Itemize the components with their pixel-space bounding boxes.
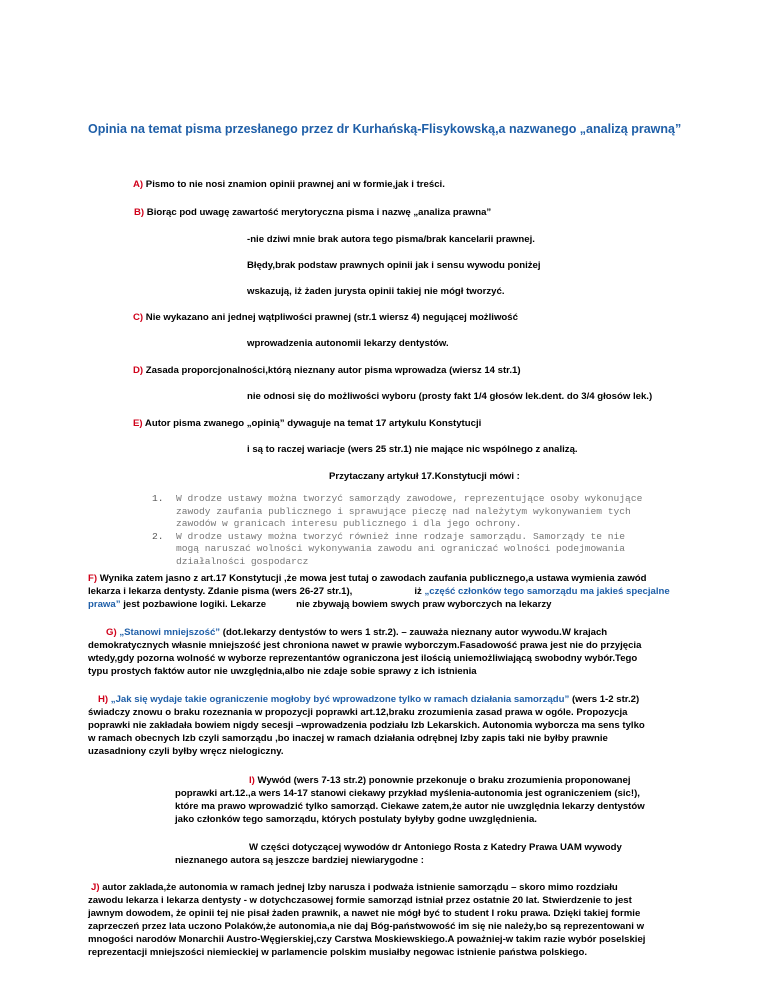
text-b: Biorąc pod uwagę zawartość merytoryczna pisma i nazwę „analiza prawna” (144, 207, 492, 218)
text-h-line: świadczy znowu o braku rozeznania w propozycji poprawki art.12,braku zrozumienia zasad prawa w ogóle. Propozycja (88, 707, 628, 718)
paragraph-j (88, 881, 738, 959)
point-b (134, 206, 491, 219)
label-g: G) (106, 627, 117, 638)
text-f-line: Wynika zatem jasno z art.17 Konstytucji ,że mowa jest tutaj o zawodach zaufania publicznego,a ustawa wymienia zawód (97, 573, 647, 584)
quote-f: „część członków tego samorządu ma jakieś specjalne (424, 586, 670, 597)
paragraph-i (175, 774, 695, 826)
text-a: Pismo to nie nosi znamion opinii prawnej ani w formie,jak i treści. (143, 179, 445, 190)
article-item-line: W drodze ustawy można tworzyć samorządy zawodowe, reprezentujące osoby wykonujące (176, 493, 643, 504)
text-c: Nie wykazano ani jednej wątpliwości prawnej (str.1 wiersz 4) negującej możliwość (143, 312, 518, 323)
text-f-line: iż (414, 586, 425, 597)
paragraph-rost (175, 841, 695, 867)
point-e (133, 417, 481, 430)
text-f-line: lekarza i lekarza dentysty. Zdanie pisma (wers 26-27 str.1), (88, 586, 353, 597)
point-d (133, 364, 521, 377)
label-c: C) (133, 312, 144, 323)
point-b-sub1: -nie dziwi mnie brak autora tego pisma/brak kancelarii prawnej. (247, 234, 535, 245)
point-c-sub1: wprowadzenia autonomii lekarzy dentystów. (247, 338, 449, 349)
text-f-line: nie zbywają bowiem swych praw wyborczych na lekarzy (296, 599, 552, 610)
article-item-2 (152, 531, 642, 544)
article-17-list (152, 493, 642, 568)
text-g-line: typu prostych faktów autor nie uwzględnia,albo nie zdaje sobie sprawy z ich istnienia (88, 666, 477, 677)
text-h-line: poprawki nie zakładała bowiem nigdy secesji –wprowadzenia podziału Izb Lekarskich. Autonomia wyborcza ma sens tylko (88, 720, 645, 731)
point-e-sub1: i są to raczej wariacje (wers 25 str.1) nie mające nic wspólnego z analizą. (247, 444, 578, 455)
quote-f-end: prawa” (88, 599, 121, 610)
text-f-line: jest pozbawione logiki. Lekarze (120, 599, 267, 610)
point-b-sub2: Błędy,brak podstaw prawnych opinii jak i sensu wywodu poniżej (247, 260, 541, 271)
text-rost-line: W części dotyczącej wywodów dr Antoniego Rosta z Katedry Prawa UAM wywody (249, 842, 622, 853)
article-item-1 (152, 493, 642, 506)
label-a: A) (133, 179, 144, 190)
article-item-line: zawody zaufania publicznego i sprawujące pieczę nad należytym wykonywaniem tych (176, 505, 631, 517)
text-j-line: zawodu lekarza i lekarza dentysty - w dotychczasowej formie samorząd istniał przez ostatnie 20 lat. Stwierdzenie to jest (88, 895, 632, 906)
text-i-line: jako członków tego samorządu, których postulaty byłyby godne uwzględnienia. (175, 814, 537, 825)
text-j-line: autor zaklada,że autonomia w ramach jednej Izby narusza i podważa istnienie samorządu – skoro mimo rozdziału (99, 882, 618, 893)
text-i-line: poprawki art.12.,a wers 14-17 stanowi ciekawy przykład myślenia-autonomia jest ograniczeniem (sic!), (175, 788, 640, 799)
article-item-line: zawodów w granicach interesu publicznego i dla jego ochrony. (176, 518, 522, 529)
text-g-line: wtedy,gdy pozorna wolność w wyborze reprezentantów ograniczona jest ilością uniemożliwiającą swobodny wybór.Tego (88, 653, 638, 664)
label-i: I) (249, 775, 255, 786)
article-item-number: 1. (152, 493, 164, 504)
label-e: E) (133, 418, 143, 429)
quote-h: „Jak się wydaje takie ograniczenie mogłoby być wprowadzone tylko w ramach działania samorządu” (108, 694, 570, 705)
label-d: D) (133, 365, 144, 376)
article-intro: Przytaczany artykuł 17.Konstytucji mówi : (329, 471, 520, 482)
text-d: Zasada proporcjonalności,którą nieznany autor pisma wprowadza (wiersz 14 str.1) (143, 365, 521, 376)
text-i-line: które ma prawo wprowadzić tylko samorząd. Ciekawe zatem,że autor nie uwzględnia lekarzy dentystów (175, 801, 645, 812)
point-c (133, 311, 518, 324)
paragraph-f (88, 572, 728, 611)
article-item-line: mogą naruszać wolności wykonywania zawodu ani ograniczać wolności podejmowania (176, 543, 626, 554)
text-rost-line: nieznanego autora są jeszcze bardziej niewiarygodne : (175, 855, 424, 866)
text-j-line: mnogości narodów Monarchii Austro-Węgierskiej,czy Carstwa Moskiewskiego.A poważniej-w takim razie wybór poselskiej (88, 934, 646, 945)
point-a (133, 178, 445, 191)
label-f: F) (88, 573, 98, 584)
text-g-line: demokratycznych własnie mniejszość jest chroniona nawet w prawie wyborczym.Fasadowość prawa jest nie do przyjęcia (88, 640, 642, 651)
quote-g: „Stanowi mniejszość” (116, 627, 221, 638)
point-b-sub3: wskazują, iż żaden jurysta opinii takiej nie mógł tworzyć. (247, 286, 505, 297)
label-h: H) (98, 694, 109, 705)
text-h-line: (wers 1-2 str.2) (569, 694, 640, 705)
text-j-line: zaprzeczeń przez lata uczono Polaków,że autonomia,a nie daj Bóg-państwowość im się nie należy,bo są reprezentowani w (88, 921, 645, 932)
text-h-line: w ramach obecnych Izb czyli samorządu ,bo inaczej w ramach działania odrębnej Izby zapis taki nie byłby prawnie (88, 733, 608, 744)
page-title: Opinia na temat pisma przesłanego przez dr Kurhańską-Flisykowską,a nazwanego „analizą prawną” (88, 122, 682, 136)
label-j: J) (91, 882, 100, 893)
label-b: B) (134, 207, 145, 218)
text-i-line: Wywód (wers 7-13 str.2) ponownie przekonuje o braku zrozumienia proponowanej (254, 775, 631, 786)
article-item-line: W drodze ustawy można tworzyć również inne rodzaje samorządu. Samorządy te nie (176, 530, 626, 542)
text-e: Autor pisma zwanego „opinią” dywaguje na temat 17 artykulu Konstytucji (142, 418, 482, 429)
article-item-line: działalności gospodarcz (176, 555, 309, 567)
text-h-line: uzasadniony czyli byłby wręcz nielogiczny. (88, 746, 284, 757)
paragraph-g (88, 626, 728, 678)
article-item-number: 2. (152, 530, 164, 542)
text-g-line: (dot.lekarzy dentystów to wers 1 str.2). – zauważa nieznany autor wywodu.W krajach (220, 627, 608, 638)
paragraph-h (88, 693, 738, 758)
text-j-line: jawnym dowodem, że opinii tej nie pisał żaden prawnik, a nawet nie mógł być to student I roku prawa. Dzięki takiej formie (88, 908, 641, 919)
text-j-line: reprezentacji mniejszości niemieckiej w parlamencie polskim musiałby negowac istnienie państwa polskiego. (88, 947, 588, 958)
point-d-sub1: nie odnosi się do możliwości wyboru (prosty fakt 1/4 głosów lek.dent. do 3/4 głosów lek.) (247, 391, 653, 402)
